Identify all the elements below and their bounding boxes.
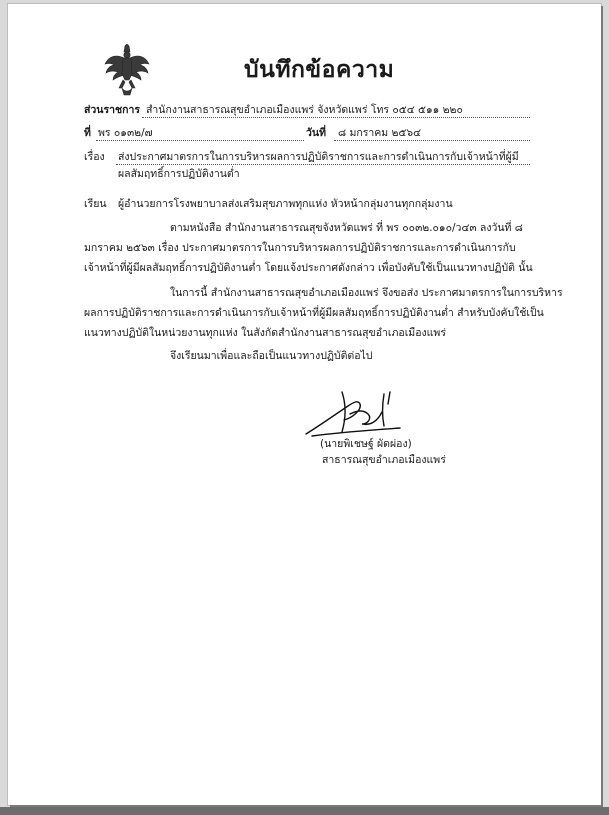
closing-line: จึงเรียนมาเพื่อและถือเป็นแนวทางปฏิบัติต่อไป: [170, 350, 373, 362]
date-label: วันที่: [306, 127, 326, 139]
subject-underline: [116, 164, 530, 165]
paragraph-2-line-3: แนวทางปฏิบัติในหน่วยงานทุกแห่ง ในสังกัดสำนักงานสาธารณสุขอำเภอเมืองแพร่: [84, 327, 446, 339]
subject-line-1: ส่งประกาศมาตรการในการบริหารผลการปฏิบัติราชการและการดำเนินการกับเจ้าหน้าที่ผู้มี: [118, 151, 519, 163]
garuda-emblem-icon: [104, 44, 150, 96]
paragraph-1-line-2: มกราคม ๒๕๖๓ เรื่อง ประกาศมาตรการในการบริหารผลการปฏิบัติราชการและการดำเนินการกับ: [84, 242, 516, 254]
handwritten-signature: [302, 384, 432, 440]
ref-underline: [96, 140, 304, 141]
to-label: เรียน: [84, 198, 107, 210]
date-value: ๘ มกราคม ๒๕๖๔: [338, 127, 422, 139]
agency-label: ส่วนราชการ: [84, 104, 141, 116]
paragraph-2-line-1: ในการนี้ สำนักงานสาธารณสุขอำเภอเมืองแพร่ จึงขอส่ง ประกาศมาตรการในการบริหาร: [170, 287, 563, 299]
memo-title: บันทึกข้อความ: [244, 57, 395, 83]
ref-label: ที่: [84, 127, 91, 139]
agency-underline: [142, 117, 530, 118]
to-value: ผู้อำนวยการโรงพยาบาลส่งเสริมสุขภาพทุกแห่ง หัวหน้ากลุ่มงานทุกกลุ่มงาน: [118, 198, 453, 210]
paragraph-1-line-1: ตามหนังสือ สำนักงานสาธารณสุขจังหวัดแพร่ ที่ พร ๐๐๓๒.๐๑๐/ว๔๓ ลงวันที่ ๘: [170, 222, 523, 234]
subject-label: เรื่อง: [84, 151, 105, 163]
paragraph-2-line-2: ผลการปฏิบัติราชการและการดำเนินการกับเจ้าหน้าที่ผู้มีผลสัมฤทธิ์การปฏิบัติงานต่ำ สำหรับบังคับใช้เป็น: [84, 307, 544, 319]
subject-line-2: ผลสัมฤทธิ์การปฏิบัติงานต่ำ: [118, 168, 240, 180]
paragraph-1-line-3: เจ้าหน้าที่ผู้มีผลสัมฤทธิ์การปฏิบัติงานต่ำ โดยแจ้งประกาศดังกล่าว เพื่อบังคับใช้เป็นแนวทางปฏิบัติ นั้น: [84, 262, 533, 274]
agency-value: สำนักงานสาธารณสุขอำเภอเมืองแพร่ จังหวัดแพร่ โทร ๐๕๔ ๕๑๑ ๒๒๐: [146, 104, 463, 116]
page-bottom-edge: [0, 807, 609, 815]
ref-value: พร ๐๑๓๒/๗: [98, 127, 153, 139]
date-underline: [334, 140, 530, 141]
signer-position: สาธารณสุขอำเภอเมืองแพร่: [322, 454, 446, 466]
signer-name: (นายพิเชษฐ์ ผัดผ่อง): [320, 438, 412, 450]
